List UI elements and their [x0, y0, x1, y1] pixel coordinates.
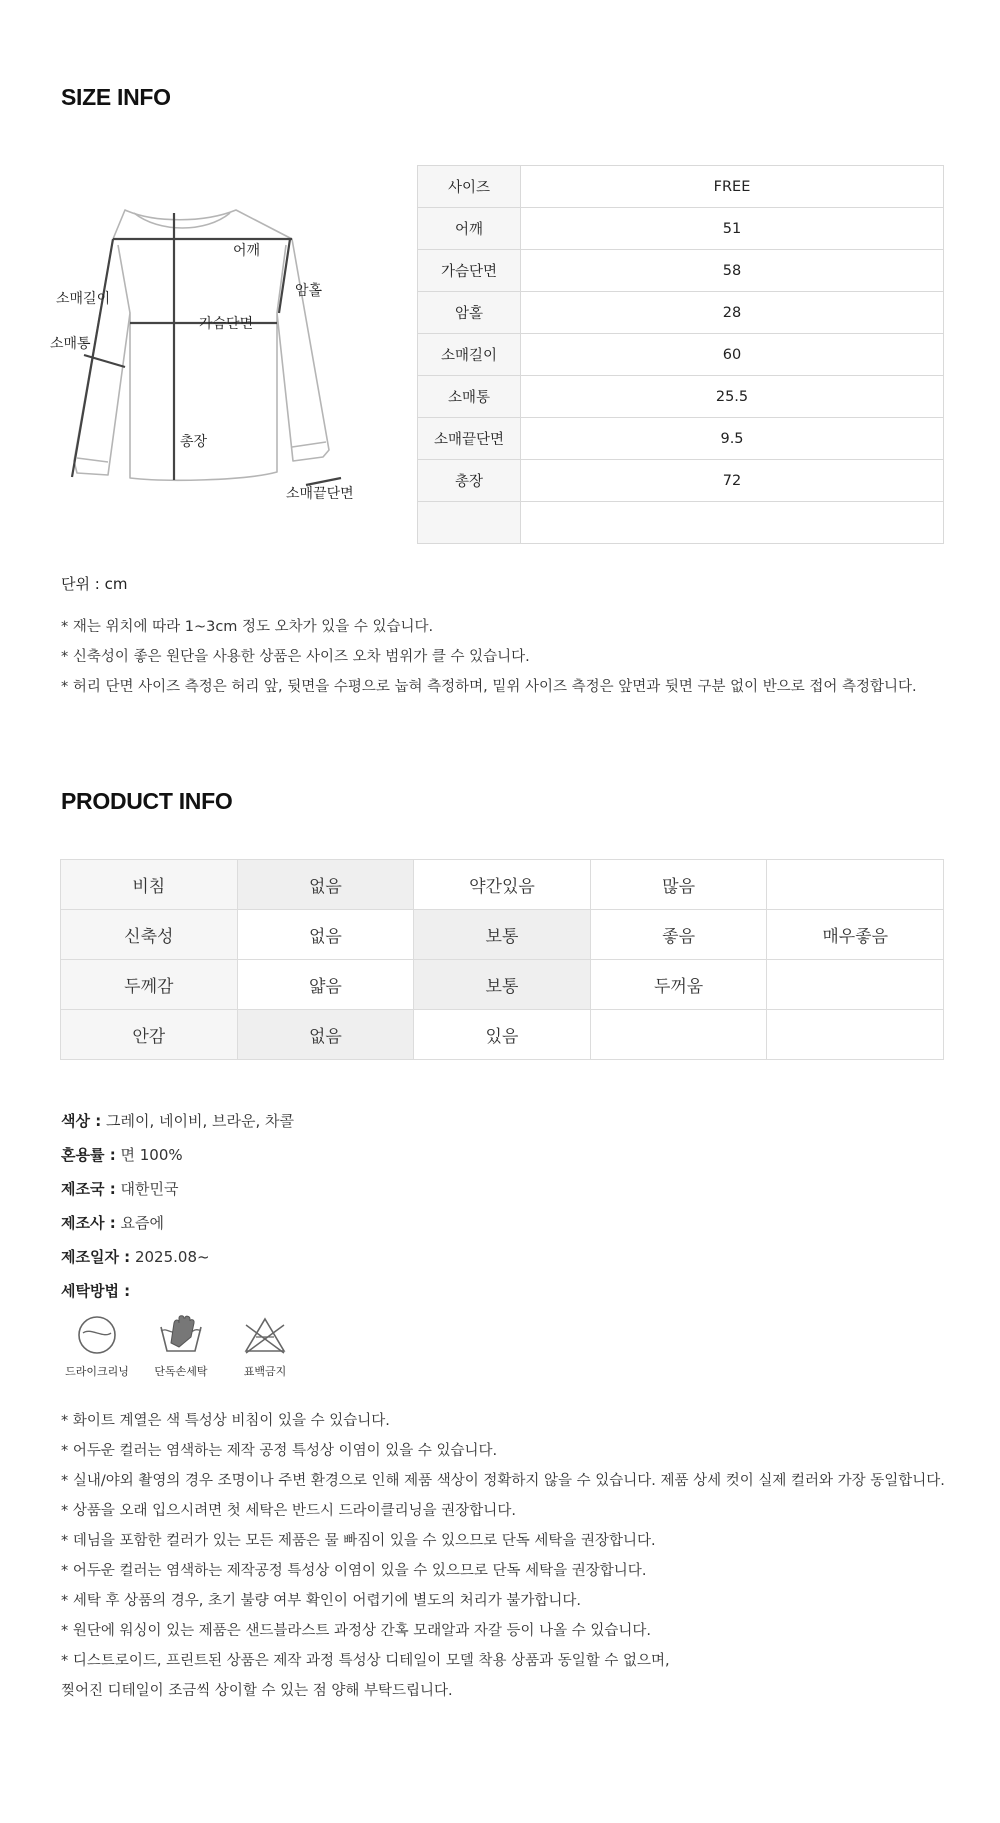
diagram-label-total-length: 총장 — [180, 434, 208, 450]
spec-item — [61, 1172, 294, 1206]
size-row-value — [521, 502, 944, 544]
size-table-row — [418, 292, 944, 334]
care-note: * 실내/야외 촬영의 경우 조명이나 주변 환경으로 인해 제품 색상이 정확하지 않을 수 있습니다. 제품 상세 컷이 실제 컬러와 가장 동일합니다. — [61, 1473, 945, 1489]
diagram-label-sleeve-width: 소매통 — [50, 336, 91, 352]
size-table-row — [418, 250, 944, 292]
size-header-value: FREE — [521, 166, 944, 208]
size-row-value: 58 — [521, 250, 944, 292]
spec-label: 제조사 : — [61, 1214, 116, 1232]
attribute-label: 비침 — [61, 860, 238, 910]
spec-label: 혼용률 : — [61, 1146, 116, 1164]
care-note: * 상품을 오래 입으시려면 첫 세탁은 반드시 드라이클리닝을 권장합니다. — [61, 1503, 516, 1519]
attribute-label: 안감 — [61, 1010, 238, 1060]
size-row-value: 51 — [521, 208, 944, 250]
size-table-header-row — [418, 166, 944, 208]
attribute-option: 매우좋음 — [767, 910, 944, 960]
size-row-label: 어깨 — [418, 208, 521, 250]
attribute-option: 두꺼움 — [590, 960, 767, 1010]
spec-value: 요즘에 — [120, 1214, 164, 1232]
product-attribute-row — [61, 910, 944, 960]
size-row-label: 가슴단면 — [418, 250, 521, 292]
wash-item-no-bleach — [229, 1313, 301, 1379]
size-note: * 재는 위치에 따라 1~3cm 정도 오차가 있을 수 있습니다. — [61, 619, 434, 635]
attribute-option-selected: 없음 — [237, 1010, 414, 1060]
product-attribute-table — [60, 859, 944, 1060]
product-attribute-row — [61, 1010, 944, 1060]
size-table-row — [418, 418, 944, 460]
care-note: * 세탁 후 상품의 경우, 초기 불량 여부 확인이 어렵기에 별도의 처리가 불가합니다. — [61, 1593, 581, 1609]
size-row-label: 암홀 — [418, 292, 521, 334]
attribute-option: 약간있음 — [414, 860, 591, 910]
attribute-option-selected: 보통 — [414, 960, 591, 1010]
size-row-label: 총장 — [418, 460, 521, 502]
spec-item — [61, 1104, 294, 1138]
attribute-label: 두께감 — [61, 960, 238, 1010]
size-row-value: 25.5 — [521, 376, 944, 418]
attribute-option: 많음 — [590, 860, 767, 910]
care-note: * 데님을 포함한 컬러가 있는 모든 제품은 물 빠짐이 있을 수 있으므로 단독 세탁을 권장합니다. — [61, 1533, 656, 1549]
size-note: * 허리 단면 사이즈 측정은 허리 앞, 뒷면을 수평으로 눕혀 측정하며, 밑위 사이즈 측정은 앞면과 뒷면 구분 없이 반으로 접어 측정합니다. — [61, 679, 917, 695]
size-header-label: 사이즈 — [418, 166, 521, 208]
care-note: * 디스트로이드, 프린트된 상품은 제작 과정 특성상 디테일이 모델 착용 상품과 동일할 수 없으며, — [61, 1653, 670, 1669]
attribute-option — [767, 860, 944, 910]
care-note: * 화이트 계열은 색 특성상 비침이 있을 수 있습니다. — [61, 1413, 390, 1429]
spec-item — [61, 1274, 294, 1308]
sweater-outline-icon — [44, 195, 384, 515]
attribute-option — [590, 1010, 767, 1060]
size-row-label: 소매끝단면 — [418, 418, 521, 460]
care-notes-list — [61, 1406, 945, 1706]
size-table — [417, 165, 944, 544]
care-note: * 원단에 워싱이 있는 제품은 샌드블라스트 과정상 간혹 모래알과 자갈 등이 나올 수 있습니다. — [61, 1623, 652, 1639]
attribute-option — [767, 1010, 944, 1060]
dry-clean-icon — [75, 1313, 119, 1357]
size-table-row — [418, 460, 944, 502]
spec-item — [61, 1138, 294, 1172]
size-table-row — [418, 502, 944, 544]
size-row-value: 72 — [521, 460, 944, 502]
diagram-label-shoulder: 어깨 — [233, 243, 261, 259]
garment-size-diagram — [44, 195, 384, 515]
attribute-option-selected: 보통 — [414, 910, 591, 960]
diagram-label-chest: 가슴단면 — [199, 316, 254, 332]
spec-label: 세탁방법 : — [61, 1282, 131, 1300]
size-notes-list — [61, 612, 917, 702]
spec-value: 그레이, 네이비, 브라운, 차콜 — [105, 1112, 294, 1130]
attribute-option: 있음 — [414, 1010, 591, 1060]
size-row-label: 소매통 — [418, 376, 521, 418]
attribute-option-selected: 없음 — [237, 860, 414, 910]
care-note: * 어두운 컬러는 염색하는 제작 공정 특성상 이염이 있을 수 있습니다. — [61, 1443, 498, 1459]
attribute-option — [767, 960, 944, 1010]
size-note: * 신축성이 좋은 원단을 사용한 상품은 사이즈 오차 범위가 클 수 있습니다. — [61, 649, 530, 665]
diagram-label-sleeve-length: 소매길이 — [56, 291, 111, 307]
product-attribute-row — [61, 860, 944, 910]
wash-item-hand-wash — [145, 1313, 217, 1379]
size-row-value: 28 — [521, 292, 944, 334]
wash-label: 단독손세탁 — [154, 1365, 208, 1378]
product-info-title: PRODUCT INFO — [61, 788, 233, 814]
size-table-row — [418, 334, 944, 376]
product-attribute-row — [61, 960, 944, 1010]
wash-label: 드라이크리닝 — [65, 1365, 129, 1378]
diagram-label-cuff: 소매끝단면 — [286, 486, 354, 502]
attribute-option: 없음 — [237, 910, 414, 960]
spec-value: 대한민국 — [120, 1180, 179, 1198]
size-row-value: 60 — [521, 334, 944, 376]
spec-item — [61, 1240, 294, 1274]
attribute-label: 신축성 — [61, 910, 238, 960]
spec-label: 색상 : — [61, 1112, 102, 1130]
spec-item — [61, 1206, 294, 1240]
spec-value: 2025.08~ — [134, 1248, 210, 1266]
size-info-title: SIZE INFO — [61, 84, 171, 110]
diagram-label-armhole: 암홀 — [295, 283, 323, 299]
spec-label: 제조국 : — [61, 1180, 116, 1198]
spec-value: 면 100% — [120, 1146, 183, 1164]
size-table-row — [418, 376, 944, 418]
attribute-option: 얇음 — [237, 960, 414, 1010]
size-table-row — [418, 208, 944, 250]
spec-label: 제조일자 : — [61, 1248, 131, 1266]
wash-label: 표백금지 — [243, 1365, 287, 1378]
attribute-option: 좋음 — [590, 910, 767, 960]
size-row-label — [418, 502, 521, 544]
size-row-label: 소매길이 — [418, 334, 521, 376]
hand-wash-icon — [157, 1313, 205, 1357]
size-row-value: 9.5 — [521, 418, 944, 460]
care-note: * 어두운 컬러는 염색하는 제작공정 특성상 이염이 있을 수 있으므로 단독 세탁을 권장합니다. — [61, 1563, 647, 1579]
no-bleach-icon — [242, 1313, 288, 1357]
unit-label: 단위 : cm — [61, 575, 128, 593]
wash-item-dry-clean — [61, 1313, 133, 1379]
product-spec-list — [61, 1104, 294, 1308]
care-note: 찢어진 디테일이 조금씩 상이할 수 있는 점 양해 부탁드립니다. — [61, 1683, 453, 1699]
